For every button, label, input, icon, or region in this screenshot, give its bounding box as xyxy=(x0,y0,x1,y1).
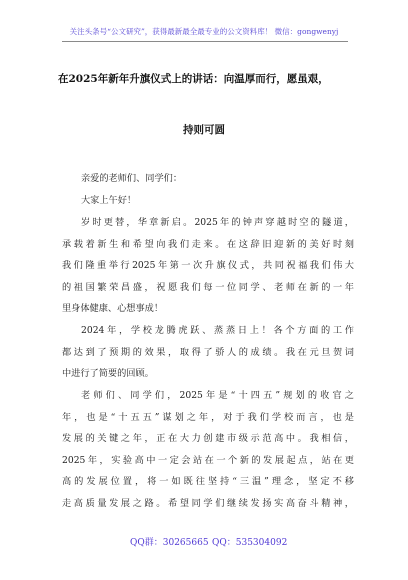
header-banner: 关注头条号“公文研究”，获得最新最全最专业的公文资料库！ 微信：gongwenyj xyxy=(69,27,339,36)
paragraph-2 xyxy=(62,320,354,385)
paragraph-3-line: 年，也是“十五五”谋划之年，对于我们学校而言，也是 xyxy=(62,411,354,423)
paragraph-3-line: 高的发展位置，将一如既往坚持“三温”理念，坚定不移 xyxy=(62,476,354,488)
footer-qq-number: QQ：535304092 xyxy=(212,538,288,548)
document-title-line-1: 在2025年新年升旗仪式上的讲话：向温厚而行，愿虽艰， xyxy=(58,73,329,85)
paragraph-3-line: 老师们、同学们，2025年是“十四五”规划的收官之 xyxy=(81,390,354,401)
document-title-line-2: 持则可圆 xyxy=(183,124,225,136)
paragraph-2-line: 中进行了简要的回顾。 xyxy=(62,368,154,380)
paragraph-3-line: 走高质量发展之路。希望同学们继续发扬实高奋斗精神， xyxy=(62,497,354,509)
paragraph-3-line: 发展的关键之年，正在大力创建市级示范高中。我相信， xyxy=(62,433,354,445)
salutation: 亲爱的老师们、同学们： xyxy=(81,173,183,184)
footer-qq-group: QQ群：30265665 xyxy=(130,538,209,548)
paragraph-2-line: 2024年，学校龙腾虎跃、蒸蒸日上！各个方面的工作 xyxy=(81,325,354,336)
paragraph-2-line: 都达到了预期的效果，取得了骄人的成绩。我在元旦贺词 xyxy=(62,346,354,358)
header-divider xyxy=(62,41,348,42)
paragraph-1 xyxy=(62,212,354,320)
paragraph-3-line: 2025年，实验高中一定会站在一个新的发展起点，站在更 xyxy=(62,454,354,466)
greeting: 大家上午好！ xyxy=(81,195,137,206)
paragraph-1-line: 承载着新生和希望向我们走来。在这辞旧迎新的美好时刻 xyxy=(62,238,354,250)
paragraph-1-line: 我们隆重举行2025年第一次升旗仪式，共同祝福我们伟大 xyxy=(62,260,354,272)
paragraph-1-line: 里身体健康、心想事成！ xyxy=(62,303,164,315)
paragraph-3 xyxy=(62,385,354,515)
paragraph-1-line: 的祖国繁荣昌盛，祝愿我们每一位同学、老师在新的一年 xyxy=(62,281,354,293)
paragraph-1-line: 岁时更替，华章新启。2025年的钟声穿越时空的隧道， xyxy=(81,217,354,228)
